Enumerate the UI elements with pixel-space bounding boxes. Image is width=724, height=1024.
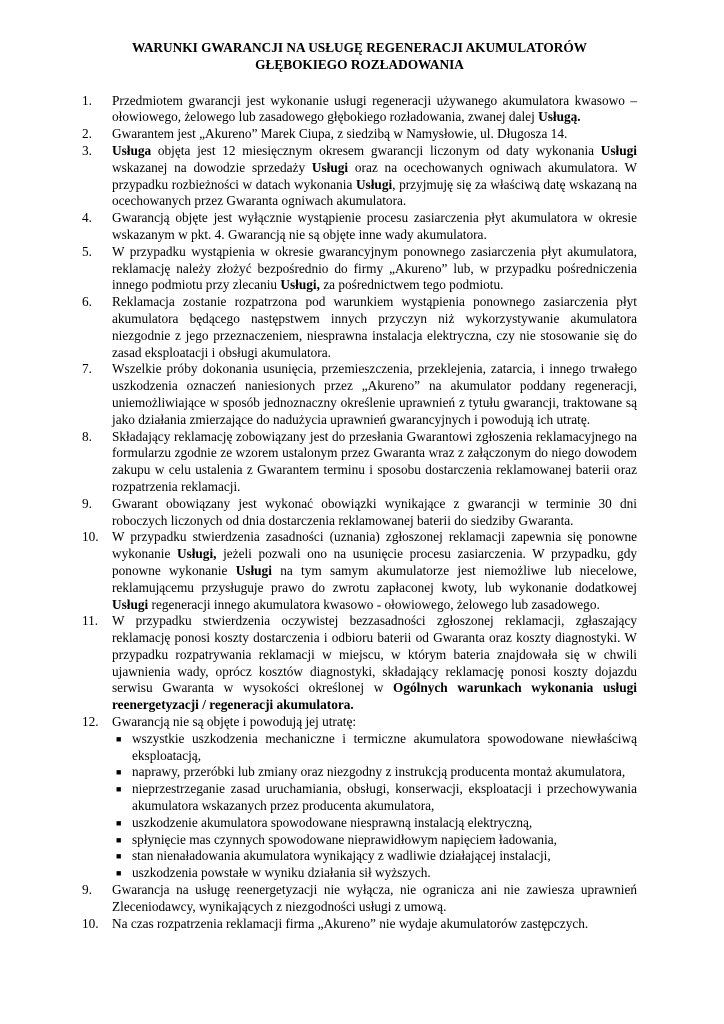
list-item: 7. Wszelkie próby dokonania usunięcia, przemieszczenia, przeklejenia, zatarcia, i innego trwałego uszkodzenia oznaczeń naniesionych przez „Akureno” na akumulator poddany regeneracji, uniemożliwiające w sposób jednoznaczny określenie uprawnień z tytułu gwarancji, traktowane są jako działania zmierzające do nadużycia uprawnień gwarancyjnych i powodują ich utratę.	[82, 361, 637, 427]
list-item: 12. Gwarancją nie są objęte i powodują jej utratę: ■ wszystkie uszkodzenia mechaniczne i termiczne akumulatora spowodowane niewłaściwą eksploatacją, ■ naprawy, przeróbki lub zmiany oraz niezgodny z instrukcją producenta montaż akumulatora, ■ nieprzestrzeganie zasad uruchamiania, obsługi, konserwacji, eksploatacji i przechowywania akumulatora wskazanych przez producenta akumulatora, ■ uszkodzenie akumulatora spowodowane niesprawną instalacją elektryczną, ■ spłynięcie mas czynnych spowodowane nieprawidłowym napięciem ładowania, ■ stan nienaładowania akumulatora wynikający z wadliwie działającej instalacji, ■ uszkodzenia powstałe w wyniku działania sił wyższych.	[82, 714, 637, 881]
item-number: 10.	[82, 529, 99, 545]
title-line-1: WARUNKI GWARANCJI NA USŁUGĘ REGENERACJI AKUMULATORÓW	[132, 40, 587, 55]
list-item: 6. Reklamacja zostanie rozpatrzona pod warunkiem wystąpienia ponownego zasiarczenia płyt akumulatora będącego następstwem innych przyczyn niż wykorzystywanie akumulatora niezgodnie z jego przeznaczeniem, niesprawna instalacja elektryczna, czy nie stosowanie się do zasad eksploatacji i obsługi akumulatora.	[82, 294, 637, 360]
item-number: 12.	[82, 714, 99, 730]
list-item: 9. Gwarant obowiązany jest wykonać obowiązki wynikające z gwarancji w terminie 30 dni roboczych liczonych od dnia dostarczenia reklamowanej baterii do siedziby Gwaranta.	[82, 495, 637, 528]
square-bullet-icon: ■	[116, 767, 122, 778]
bullet-item: ■ wszystkie uszkodzenia mechaniczne i termiczne akumulatora spowodowane niewłaściwą eksploatacją,	[116, 730, 637, 763]
exclusions-list	[112, 731, 637, 882]
list-item: 4. Gwarancją objęte jest wyłącznie wystąpienie procesu zasiarczenia płyt akumulatora w okresie wskazanym w pkt. 4. Gwarancją nie są objęte inne wady akumulatora.	[82, 210, 637, 242]
item-number: 8.	[82, 428, 92, 444]
bullet-item: ■ naprawy, przeróbki lub zmiany oraz niezgodny z instrukcją producenta montaż akumulatora,	[116, 764, 626, 780]
item-number: 3.	[82, 142, 92, 158]
document-title	[82, 40, 637, 74]
item-number: 11.	[82, 613, 99, 629]
item-number: 9.	[82, 495, 92, 511]
square-bullet-icon: ■	[116, 851, 122, 862]
bullet-item: ■ uszkodzenia powstałe w wyniku działania sił wyższych.	[116, 865, 431, 881]
square-bullet-icon: ■	[116, 733, 122, 744]
list-item: 10. Na czas rozpatrzenia reklamacji firma „Akureno” nie wydaje akumulatorów zastępczych.	[82, 915, 589, 931]
item-number: 9.	[82, 882, 92, 898]
bullet-item: ■ nieprzestrzeganie zasad uruchamiania, obsługi, konserwacji, eksploatacji i przechowywania akumulatora wskazanych przez producenta akumulatora,	[116, 781, 637, 814]
terms-list	[82, 93, 637, 933]
list-item: 3. Usługa objęta jest 12 miesięcznym okresem gwarancji liczonym od daty wykonania Usługi wskazanej na dowodzie sprzedaży Usługi oraz na ocechowanych ogniwach akumulatora. W przypadku rozbieżności w datach wykonania Usługi, przyjmuję się za właściwą datę wskazaną na ocechowanych przez Gwaranta ogniwach akumulatora.	[82, 142, 638, 209]
item-number: 10.	[82, 915, 99, 931]
list-item: 1. Przedmiotem gwarancji jest wykonanie usługi regeneracji używanego akumulatora kwasowo – ołowiowego, żelowego lub zasadowego głębokiego rozładowania, zwanej dalej Usługą.	[82, 92, 637, 125]
list-item: 10. W przypadku stwierdzenia zasadności (uznania) zgłoszonej reklamacji zapewnia się ponowne wykonanie Usługi, jeżeli pozwali ono na usunięcie procesu zasiarczenia. W przypadku, gdy ponowne wykonanie Usługi na tym samym akumulatorze jest niemożliwe lub niecelowe, reklamującemu przysługuje prawo do zwrotu zapłaconej kwoty, lub wykonanie dodatkowej Usługi regeneracji innego akumulatora kwasowo - ołowiowego, żelowego lub zasadowego.	[82, 529, 638, 612]
list-item: 8. Składający reklamację zobowiązany jest do przesłania Gwarantowi zgłoszenia reklamacyjnego na formularzu zgodnie ze wzorem ustalonym przez Gwaranta wraz z załączonym do niego dowodem zakupu w celu ustalenia z Gwarantem terminu i sposobu dostarczenia reklamowanej baterii oraz rozpatrzenia reklamacji.	[82, 428, 637, 494]
item-number: 1.	[82, 92, 92, 108]
item-number: 6.	[82, 294, 92, 310]
item-number: 5.	[82, 243, 92, 259]
item-number: 7.	[82, 361, 92, 377]
list-item: 9. Gwarancja na usługę reenergetyzacji nie wyłącza, nie ogranicza ani nie zawiesza uprawnień Zleceniodawcy, wynikających z niezgodności usługi z umową.	[82, 882, 637, 914]
title-line-2: GŁĘBOKIEGO ROZŁADOWANIA	[255, 56, 464, 72]
square-bullet-icon: ■	[116, 817, 122, 828]
square-bullet-icon: ■	[116, 784, 122, 795]
list-item: 2. Gwarantem jest „Akureno” Marek Ciupa, z siedzibą w Namysłowie, ul. Długosza 14.	[82, 126, 568, 142]
list-item: 5. W przypadku wystąpienia w okresie gwarancyjnym ponownego zasiarczenia płyt akumulatora, reklamację należy złożyć bezpośrednio do firmy „Akureno” lub, w przypadku pośredniczenia innego podmiotu przy zlecaniu Usługi, za pośrednictwem tego podmiotu.	[82, 243, 637, 293]
item-number: 4.	[82, 210, 92, 226]
bullet-item: ■ uszkodzenie akumulatora spowodowane niesprawną instalacją elektryczną,	[116, 814, 533, 830]
square-bullet-icon: ■	[116, 834, 122, 845]
list-item: 11. W przypadku stwierdzenia oczywistej bezzasadności zgłoszonej reklamacji, zgłaszający reklamację ponosi koszty dostarczenia i odbioru baterii od Gwaranta oraz koszty diagnostyki. W przypadku rozpatrywania reklamacji w miejscu, w którym bateria znajdowała się w chwili ujawnienia wady, oprócz kosztów diagnostyki, składający reklamację ponosi koszty dojazdu serwisu Gwaranta w wysokości określonej w Ogólnych warunkach wykonania usługi reenergetyzacji / regeneracji akumulatora.	[82, 613, 637, 713]
bullet-item: ■ spłynięcie mas czynnych spowodowane nieprawidłowym napięciem ładowania,	[116, 831, 558, 847]
item-number: 2.	[82, 126, 92, 142]
bullet-item: ■ stan nienaładowania akumulatora wynikający z wadliwie działającej instalacji,	[116, 848, 551, 864]
square-bullet-icon: ■	[116, 868, 122, 879]
